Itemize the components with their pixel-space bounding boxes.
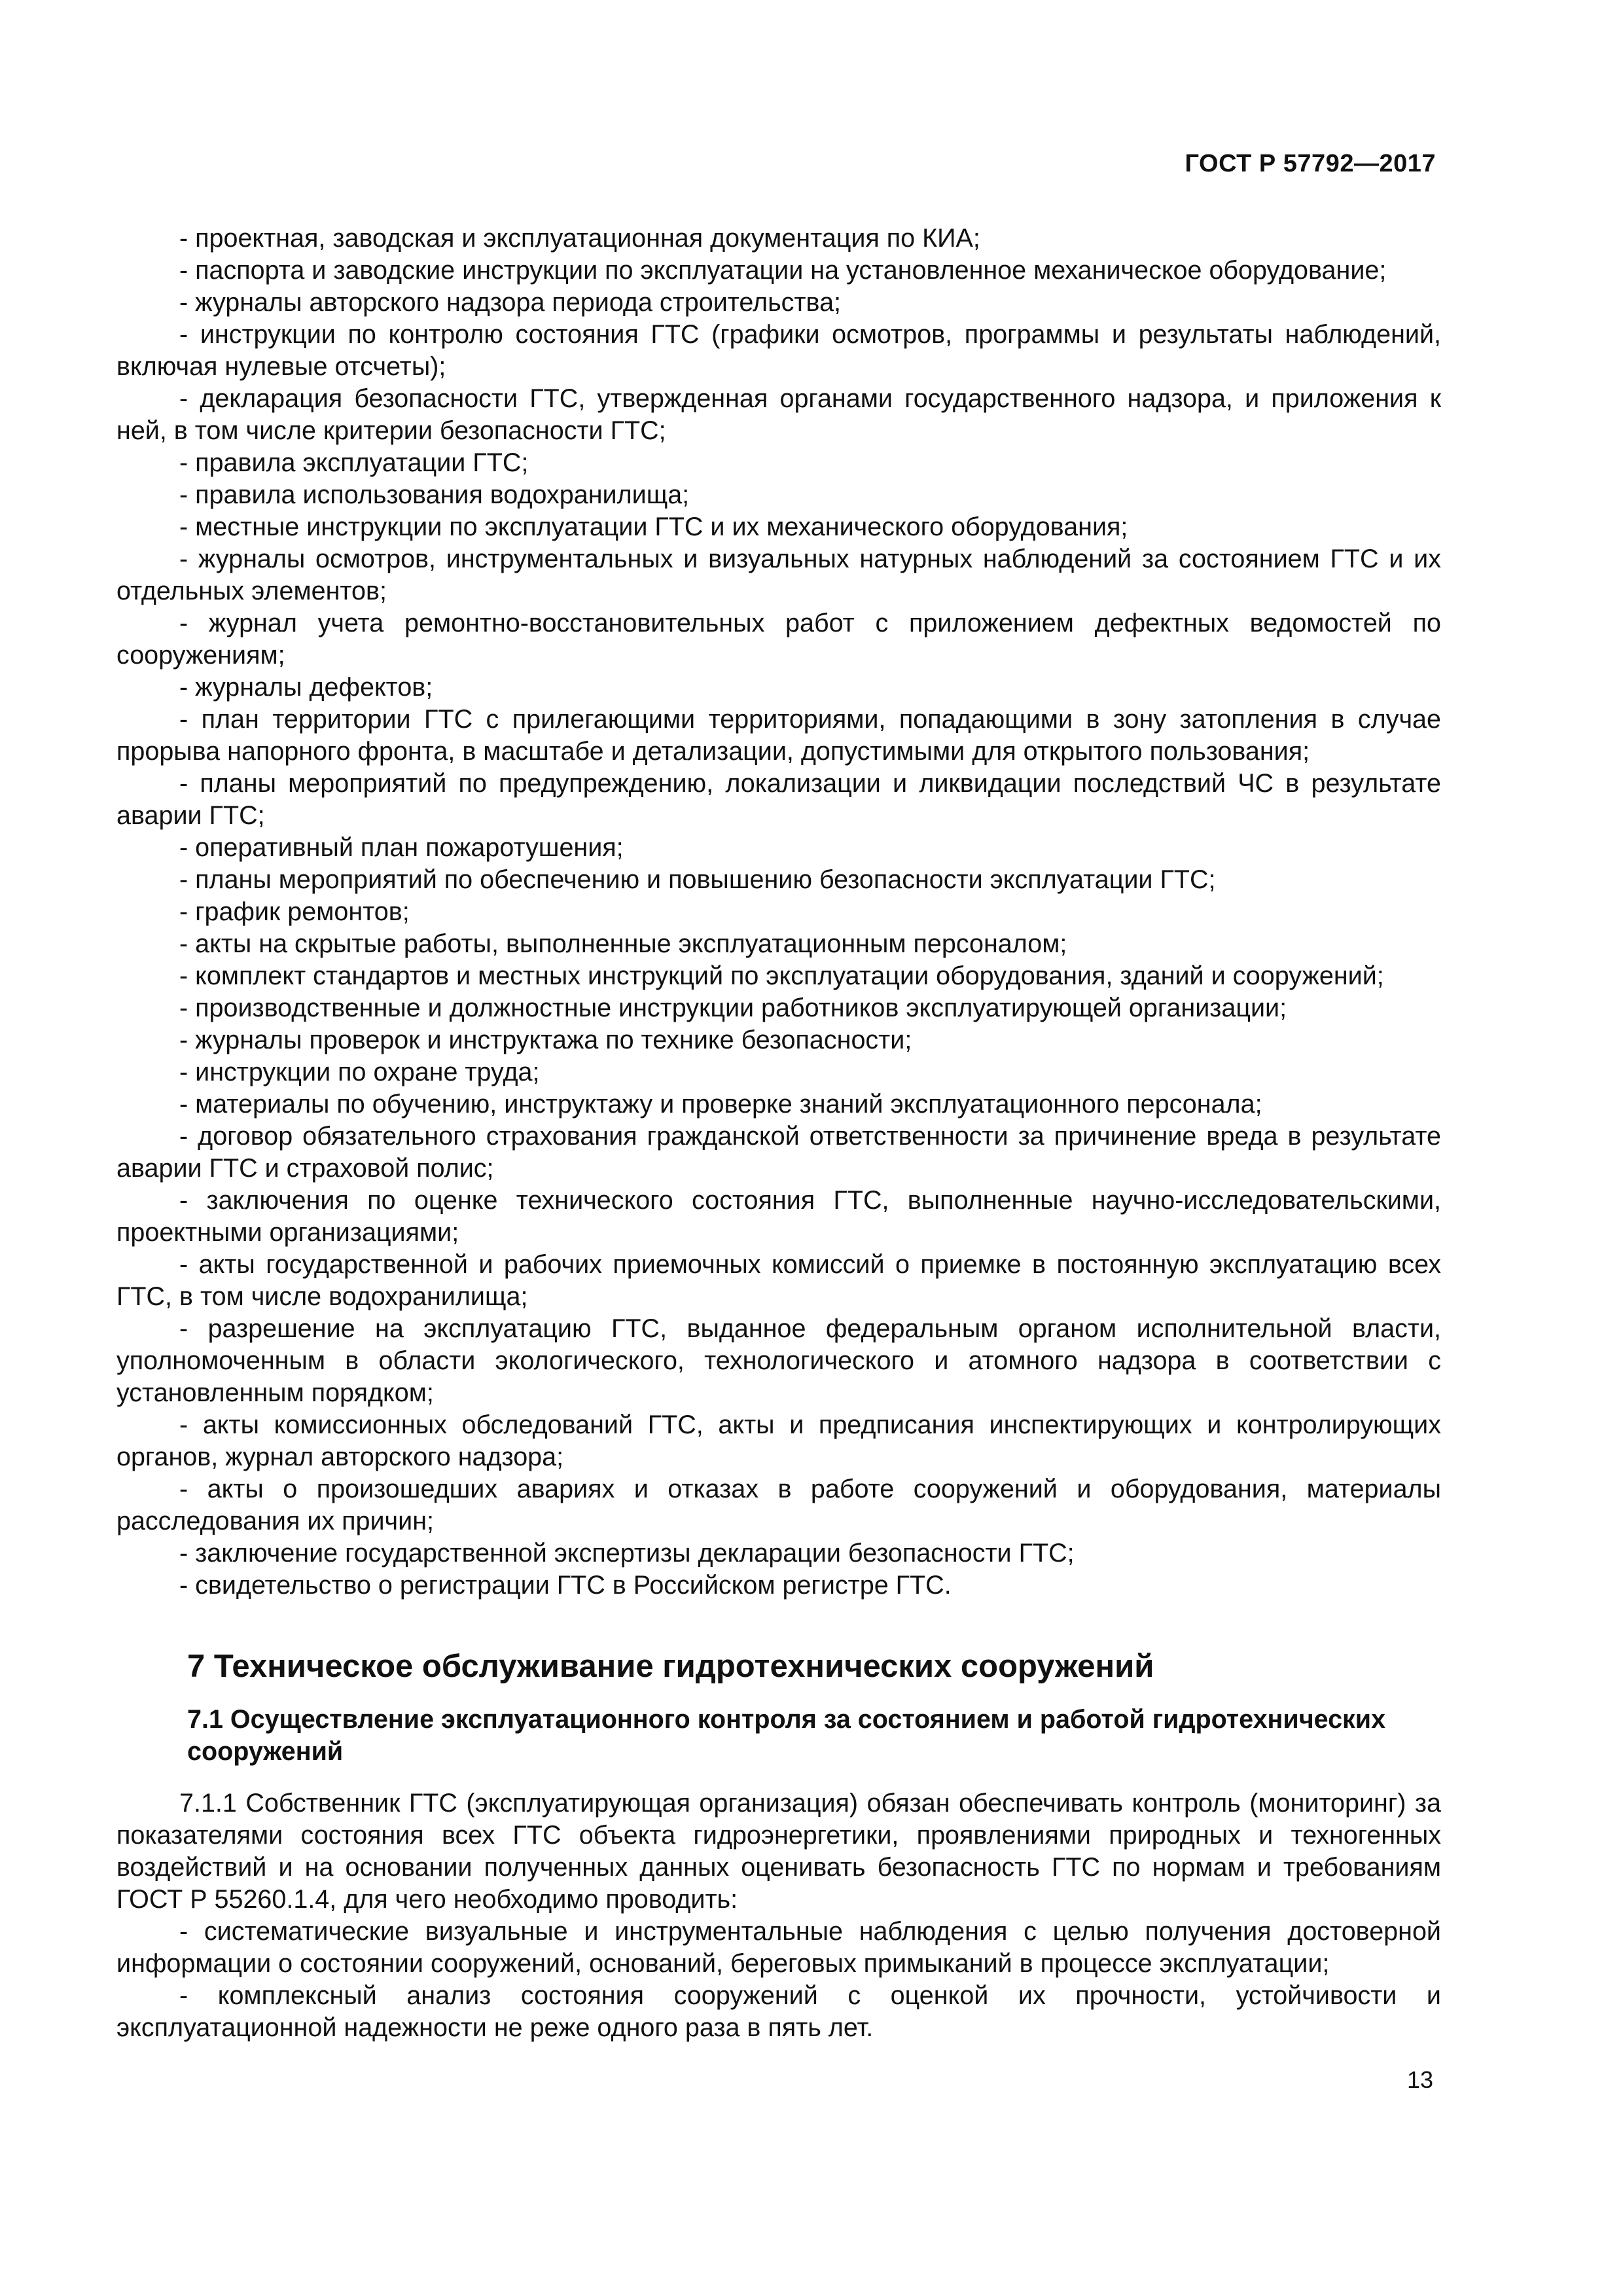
list-item: - оперативный план пожаротушения; — [179, 833, 624, 862]
list-item: - журналы осмотров, инструментальных и визуальных натурных наблюдений за состоянием ГТС и их отдельных элементов; — [116, 545, 1441, 605]
list-item: - комплект стандартов и местных инструкций по эксплуатации оборудования, зданий и сооружений; — [179, 961, 1384, 990]
list-item: - производственные и должностные инструкции работников эксплуатирующей организации; — [179, 994, 1287, 1022]
list-item: - график ремонтов; — [179, 897, 410, 926]
list-item: - комплексный анализ состояния сооружений с оценкой их прочности, устойчивости и эксплуатационной надежности не реже одного раза в пять лет. — [116, 1981, 1441, 2042]
page-content — [116, 223, 1441, 2044]
list-item: - планы мероприятий по предупреждению, локализации и ликвидации последствий ЧС в результате аварии ГТС; — [116, 769, 1441, 830]
paragraph-7-1-1: 7.1.1 Собственник ГТС (эксплуатирующая организация) обязан обеспечивать контроль (мониторинг) за показателями состояния всех ГТС объекта гидроэнергетики, проявлениями природных и техногенных воздействий и на основании полученных данных оценивать безопасность ГТС по нормам и требованиям ГОСТ Р 55260.1.4, для чего необходимо проводить: — [116, 1789, 1441, 1914]
list-item: - декларация безопасности ГТС, утвержденная органами государственного надзора, и приложения к ней, в том числе критерии безопасности ГТС; — [116, 384, 1441, 445]
document-code-header: ГОСТ Р 57792—2017 — [1185, 150, 1436, 177]
list-item: - акты о произошедших авариях и отказах в работе сооружений и оборудования, материалы расследования их причин; — [116, 1475, 1441, 1535]
list-item: - заключения по оценке технического состояния ГТС, выполненные научно-исследовательскими, проектными организациями; — [116, 1186, 1441, 1247]
list-item: - планы мероприятий по обеспечению и повышению безопасности эксплуатации ГТС; — [179, 865, 1216, 894]
documentation-list — [116, 223, 1441, 1602]
list-item: - паспорта и заводские инструкции по эксплуатации на установленное механическое оборудование; — [179, 256, 1387, 285]
list-item: - журналы проверок и инструктажа по технике безопасности; — [179, 1026, 912, 1054]
subsection-7-1-heading: 7.1 Осуществление эксплуатационного контроля за состоянием и работой гидротехнических сооружений — [187, 1705, 1386, 1766]
page-number: 13 — [1406, 2066, 1433, 2093]
list-item: - разрешение на эксплуатацию ГТС, выданное федеральным органом исполнительной власти, уполномоченным в области экологического, технологического и атомного надзора в соответствии с установленным порядком; — [116, 1314, 1441, 1407]
list-item: - акты комиссионных обследований ГТС, акты и предписания инспектирующих и контролирующих органов, журнал авторского надзора; — [116, 1410, 1441, 1471]
list-item: - инструкции по охране труда; — [179, 1058, 540, 1086]
list-item: - заключение государственной экспертизы декларации безопасности ГТС; — [179, 1539, 1075, 1568]
list-item: - правила использования водохранилища; — [179, 480, 690, 509]
list-item: - проектная, заводская и эксплуатационная документация по КИА; — [179, 224, 980, 253]
list-item: - инструкции по контролю состояния ГТС (графики осмотров, программы и результаты наблюдений, включая нулевые отсчеты); — [116, 320, 1441, 381]
list-item: - журнал учета ремонтно-восстановительных работ с приложением дефектных ведомостей по сооружениям; — [116, 609, 1441, 670]
list-item: - местные инструкции по эксплуатации ГТС и их механического оборудования; — [179, 512, 1128, 541]
list-item: - систематические визуальные и инструментальные наблюдения с целью получения достоверной информации о состоянии сооружений, оснований, береговых примыканий в процессе эксплуатации; — [116, 1917, 1441, 1978]
list-item: - план территории ГТС с прилегающими территориями, попадающими в зону затопления в случае прорыва напорного фронта, в масштабе и детализации, допустимыми для открытого пользования; — [116, 705, 1441, 766]
list-item: - договор обязательного страхования гражданской ответственности за причинение вреда в результате аварии ГТС и страховой полис; — [116, 1122, 1441, 1183]
section-7-heading: 7 Техническое обслуживание гидротехнических сооружений — [187, 1649, 1154, 1684]
list-item: - журналы авторского надзора периода строительства; — [179, 288, 842, 317]
list-item: - материалы по обучению, инструктажу и проверке знаний эксплуатационного персонала; — [179, 1090, 1262, 1119]
list-item: - свидетельство о регистрации ГТС в Российском регистре ГТС. — [179, 1571, 952, 1600]
list-item: - акты государственной и рабочих приемочных комиссий о приемке в постоянную эксплуатацию всех ГТС, в том числе водохранилища; — [116, 1250, 1441, 1311]
list-item: - акты на скрытые работы, выполненные эксплуатационным персоналом; — [179, 929, 1067, 958]
list-item: - журналы дефектов; — [179, 673, 433, 702]
list-item: - правила эксплуатации ГТС; — [179, 448, 529, 477]
